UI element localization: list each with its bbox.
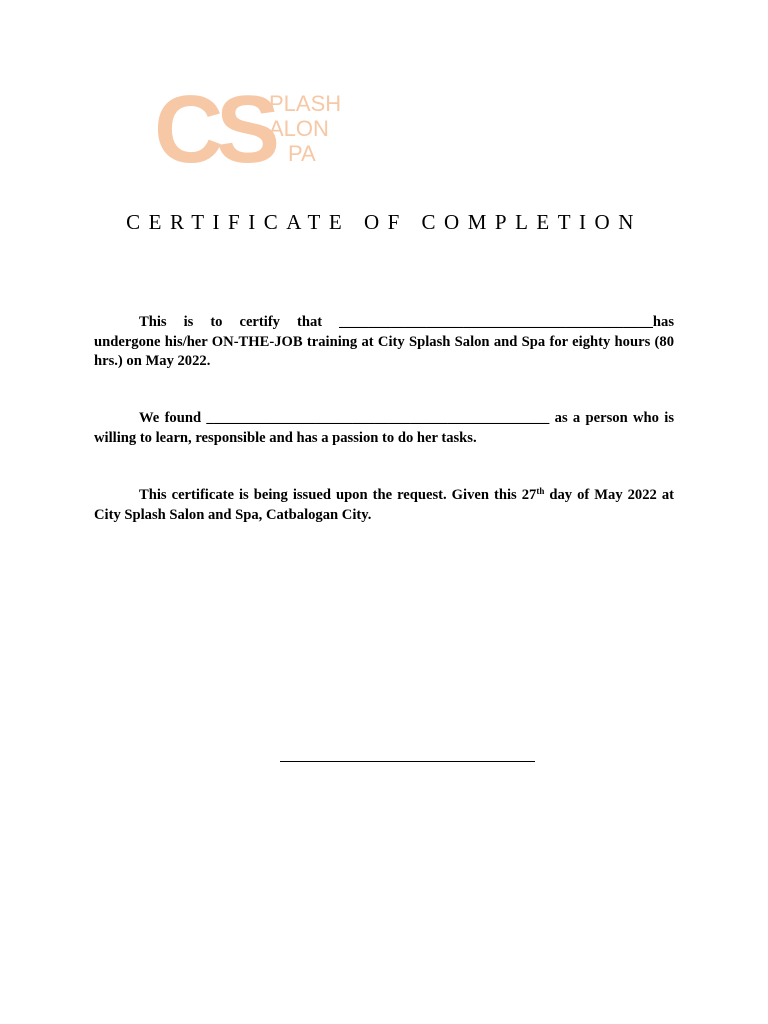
logo-word-salon: ALON [269,116,329,141]
day-ordinal-suffix: th [536,486,545,496]
evaluation-paragraph [94,409,674,448]
signature-line [280,761,535,762]
logo-letter-s: S [216,76,279,183]
issuance-paragraph [94,486,674,525]
issuance-text-end: day of May 2022 at City Splash Salon and Spa, Catbalogan City. [94,487,674,523]
certification-paragraph [94,313,674,372]
name-blank: ___________________________________________ [339,314,653,330]
certification-body: has undergone his/her ON-THE-JOB training at City Splash Salon and Spa for eighty hours (80 hrs.) on May 2022. [94,314,674,369]
certification-intro: This is to certify that [139,314,323,330]
logo-letter-c: C [154,76,222,183]
certificate-title: CERTIFICATE OF COMPLETION [126,210,642,234]
evaluation-intro: We found [139,410,202,426]
logo-word-splash: PLASH [269,91,342,116]
issuance-text-start: This certificate is being issued upon the request. Given this 27 [139,487,537,503]
evaluation-name-blank: _______________________________________________ [206,410,550,426]
logo-word-spa: PA [288,141,316,166]
evaluation-body: as a person who is willing to learn, responsible and has a passion to do her tasks. [94,410,674,446]
salon-logo [154,76,354,183]
